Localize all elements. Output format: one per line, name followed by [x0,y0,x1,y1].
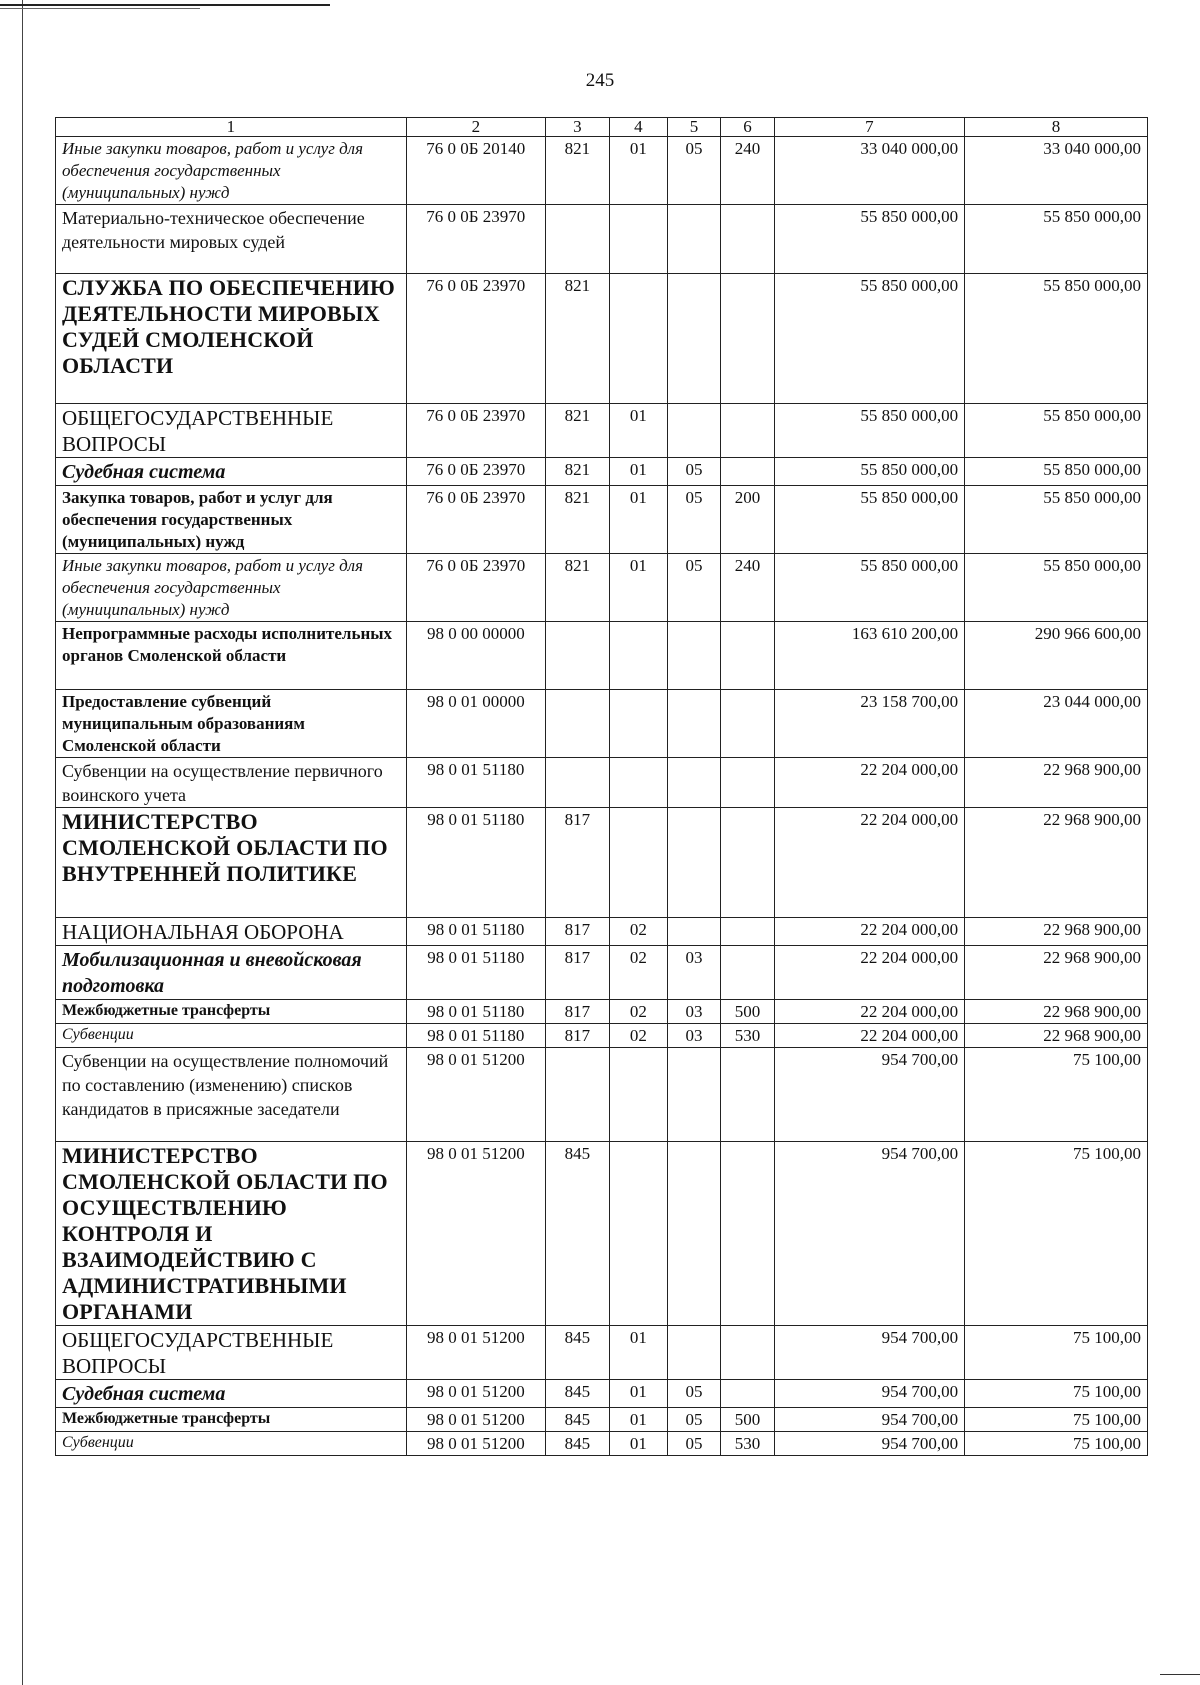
row-sum-year2: 75 100,00 [965,1326,1148,1380]
row-rz [610,205,668,274]
row-sum-year1: 55 850 000,00 [774,486,964,554]
row-sum-year2: 55 850 000,00 [965,554,1148,622]
header-col-1: 1 [56,118,407,137]
row-name: Субвенции на осуществление первичного воинского учета [56,758,407,808]
row-code: 98 0 01 51180 [406,918,545,946]
row-sum-year2: 22 968 900,00 [965,808,1148,918]
row-sum-year2: 23 044 000,00 [965,690,1148,758]
row-rz [610,1048,668,1142]
row-vr [721,808,774,918]
row-code: 98 0 01 51180 [406,1000,545,1024]
row-sum-year2: 55 850 000,00 [965,274,1148,404]
row-sum-year1: 22 204 000,00 [774,1000,964,1024]
row-rz: 02 [610,1024,668,1048]
table-row [56,1000,1148,1024]
row-pr [667,1142,720,1326]
row-code: 76 0 0Б 23970 [406,554,545,622]
row-sum-year1: 55 850 000,00 [774,554,964,622]
row-vr: 500 [721,1408,774,1432]
row-sum-year1: 22 204 000,00 [774,808,964,918]
table-row [56,1048,1148,1142]
row-rz: 01 [610,1432,668,1456]
row-pr [667,205,720,274]
row-rz: 01 [610,554,668,622]
row-pr [667,404,720,458]
row-code: 76 0 0Б 23970 [406,274,545,404]
row-ved: 817 [545,808,609,918]
row-sum-year1: 22 204 000,00 [774,1024,964,1048]
row-ved [545,758,609,808]
row-pr: 05 [667,1408,720,1432]
table-row [56,918,1148,946]
row-sum-year2: 22 968 900,00 [965,918,1148,946]
table-row [56,554,1148,622]
row-rz: 01 [610,137,668,205]
row-vr [721,622,774,690]
row-vr [721,1142,774,1326]
row-vr: 530 [721,1432,774,1456]
row-pr [667,274,720,404]
table-header [56,118,1148,137]
row-ved: 821 [545,486,609,554]
row-sum-year2: 55 850 000,00 [965,404,1148,458]
row-pr: 03 [667,1000,720,1024]
row-sum-year2: 22 968 900,00 [965,946,1148,1000]
row-code: 98 0 00 00000 [406,622,545,690]
row-sum-year2: 55 850 000,00 [965,458,1148,486]
row-rz [610,1142,668,1326]
row-ved [545,1048,609,1142]
row-sum-year1: 954 700,00 [774,1432,964,1456]
row-pr: 05 [667,554,720,622]
row-sum-year2: 290 966 600,00 [965,622,1148,690]
row-vr [721,690,774,758]
row-pr [667,622,720,690]
table-row [56,690,1148,758]
row-code: 98 0 01 51180 [406,1024,545,1048]
row-sum-year2: 22 968 900,00 [965,758,1148,808]
row-vr: 200 [721,486,774,554]
row-sum-year1: 22 204 000,00 [774,918,964,946]
row-ved: 845 [545,1142,609,1326]
row-pr [667,808,720,918]
row-vr: 500 [721,1000,774,1024]
header-col-4: 4 [610,118,668,137]
row-name: Иные закупки товаров, работ и услуг для обеспечения государственных (муниципальных) нужд [56,137,407,205]
row-pr: 03 [667,1024,720,1048]
row-sum-year1: 954 700,00 [774,1326,964,1380]
table-row [56,404,1148,458]
row-ved: 817 [545,1000,609,1024]
row-name: Судебная система [56,458,407,486]
row-vr [721,404,774,458]
row-rz: 01 [610,1408,668,1432]
table-row [56,1142,1148,1326]
row-code: 98 0 01 51200 [406,1142,545,1326]
row-vr [721,758,774,808]
row-name: Субвенции на осуществление полномочий по составлению (изменению) списков кандидатов в присяжные заседатели [56,1048,407,1142]
row-pr [667,1326,720,1380]
row-pr: 05 [667,137,720,205]
table-row [56,137,1148,205]
row-ved: 821 [545,554,609,622]
table-row [56,1024,1148,1048]
row-name: Межбюджетные трансферты [56,1408,407,1432]
row-vr: 240 [721,554,774,622]
table-row [56,274,1148,404]
row-sum-year2: 22 968 900,00 [965,1000,1148,1024]
row-rz: 02 [610,1000,668,1024]
table-row [56,622,1148,690]
row-rz: 01 [610,404,668,458]
table-row [56,758,1148,808]
row-code: 76 0 0Б 23970 [406,205,545,274]
row-sum-year1: 55 850 000,00 [774,404,964,458]
row-ved: 821 [545,458,609,486]
row-sum-year1: 55 850 000,00 [774,274,964,404]
row-name: Судебная система [56,1380,407,1408]
row-pr [667,1048,720,1142]
row-rz: 01 [610,486,668,554]
row-ved: 845 [545,1380,609,1408]
row-sum-year1: 954 700,00 [774,1380,964,1408]
row-pr: 05 [667,1432,720,1456]
row-vr [721,1326,774,1380]
row-name: НАЦИОНАЛЬНАЯ ОБОРОНА [56,918,407,946]
row-vr [721,1380,774,1408]
row-pr [667,758,720,808]
header-col-2: 2 [406,118,545,137]
row-sum-year1: 33 040 000,00 [774,137,964,205]
row-ved [545,622,609,690]
row-pr: 05 [667,486,720,554]
row-sum-year2: 33 040 000,00 [965,137,1148,205]
header-col-8: 8 [965,118,1148,137]
row-code: 98 0 01 51180 [406,808,545,918]
table-row [56,946,1148,1000]
header-col-7: 7 [774,118,964,137]
row-ved: 821 [545,404,609,458]
row-ved [545,205,609,274]
table-row [56,1408,1148,1432]
scan-edge-left [22,0,23,1685]
scan-edge-bottom-right [1160,1674,1200,1675]
row-code: 76 0 0Б 20140 [406,137,545,205]
row-ved [545,690,609,758]
row-pr [667,690,720,758]
header-col-5: 5 [667,118,720,137]
row-name: МИНИСТЕРСТВО СМОЛЕНСКОЙ ОБЛАСТИ ПО ВНУТРЕННЕЙ ПОЛИТИКЕ [56,808,407,918]
row-vr [721,946,774,1000]
scan-edge-top-secondary [0,8,200,9]
row-code: 98 0 01 51200 [406,1408,545,1432]
row-code: 98 0 01 51200 [406,1048,545,1142]
row-sum-year2: 75 100,00 [965,1048,1148,1142]
row-pr: 03 [667,946,720,1000]
table-row [56,458,1148,486]
row-sum-year2: 22 968 900,00 [965,1024,1148,1048]
row-vr [721,918,774,946]
row-sum-year1: 22 204 000,00 [774,758,964,808]
table-row [56,1380,1148,1408]
row-name: Субвенции [56,1432,407,1456]
row-name: Субвенции [56,1024,407,1048]
row-ved: 845 [545,1326,609,1380]
row-code: 98 0 01 51180 [406,758,545,808]
row-sum-year1: 163 610 200,00 [774,622,964,690]
row-ved: 845 [545,1408,609,1432]
row-rz [610,690,668,758]
row-ved: 845 [545,1432,609,1456]
row-rz: 02 [610,918,668,946]
row-name: Иные закупки товаров, работ и услуг для обеспечения государственных (муниципальных) нужд [56,554,407,622]
row-code: 98 0 01 51200 [406,1326,545,1380]
row-code: 76 0 0Б 23970 [406,458,545,486]
row-code: 98 0 01 51180 [406,946,545,1000]
row-pr [667,918,720,946]
row-vr [721,458,774,486]
row-code: 98 0 01 00000 [406,690,545,758]
row-code: 98 0 01 51200 [406,1432,545,1456]
row-vr: 530 [721,1024,774,1048]
header-col-6: 6 [721,118,774,137]
row-name: Предоставление субвенций муниципальным образованиям Смоленской области [56,690,407,758]
row-sum-year2: 75 100,00 [965,1408,1148,1432]
scan-edge-top [0,4,330,6]
row-ved: 821 [545,137,609,205]
row-pr: 05 [667,458,720,486]
row-sum-year1: 954 700,00 [774,1048,964,1142]
row-sum-year2: 55 850 000,00 [965,486,1148,554]
header-col-3: 3 [545,118,609,137]
row-sum-year2: 75 100,00 [965,1380,1148,1408]
row-name: ОБЩЕГОСУДАРСТВЕННЫЕ ВОПРОСЫ [56,1326,407,1380]
row-code: 76 0 0Б 23970 [406,486,545,554]
row-ved: 817 [545,918,609,946]
row-name: СЛУЖБА ПО ОБЕСПЕЧЕНИЮ ДЕЯТЕЛЬНОСТИ МИРОВЫХ СУДЕЙ СМОЛЕНСКОЙ ОБЛАСТИ [56,274,407,404]
row-name: ОБЩЕГОСУДАРСТВЕННЫЕ ВОПРОСЫ [56,404,407,458]
row-name: МИНИСТЕРСТВО СМОЛЕНСКОЙ ОБЛАСТИ ПО ОСУЩЕСТВЛЕНИЮ КОНТРОЛЯ И ВЗАИМОДЕЙСТВИЮ С АДМИНИСТРАТИВНЫМИ ОРГАНАМИ [56,1142,407,1326]
row-code: 76 0 0Б 23970 [406,404,545,458]
header-row [56,118,1148,137]
row-sum-year2: 75 100,00 [965,1142,1148,1326]
row-code: 98 0 01 51200 [406,1380,545,1408]
row-name: Мобилизационная и вневойсковая подготовка [56,946,407,1000]
row-ved: 817 [545,1024,609,1048]
row-rz [610,274,668,404]
row-sum-year2: 55 850 000,00 [965,205,1148,274]
row-ved: 821 [545,274,609,404]
row-vr: 240 [721,137,774,205]
row-rz: 01 [610,458,668,486]
row-sum-year2: 75 100,00 [965,1432,1148,1456]
row-sum-year1: 954 700,00 [774,1142,964,1326]
row-name: Межбюджетные трансферты [56,1000,407,1024]
row-sum-year1: 55 850 000,00 [774,205,964,274]
row-ved: 817 [545,946,609,1000]
budget-table [55,117,1148,1456]
row-rz: 01 [610,1326,668,1380]
row-sum-year1: 954 700,00 [774,1408,964,1432]
table-body [56,137,1148,1456]
row-name: Закупка товаров, работ и услуг для обеспечения государственных (муниципальных) нужд [56,486,407,554]
table-row [56,205,1148,274]
row-name: Материально-техническое обеспечение деятельности мировых судей [56,205,407,274]
row-vr [721,1048,774,1142]
row-rz [610,622,668,690]
row-rz: 01 [610,1380,668,1408]
row-rz [610,758,668,808]
page-number: 245 [585,70,615,91]
row-sum-year1: 22 204 000,00 [774,946,964,1000]
row-rz: 02 [610,946,668,1000]
table-row [56,1326,1148,1380]
row-vr [721,205,774,274]
row-pr: 05 [667,1380,720,1408]
table-row [56,808,1148,918]
table-row [56,1432,1148,1456]
row-name: Непрограммные расходы исполнительных органов Смоленской области [56,622,407,690]
row-vr [721,274,774,404]
row-sum-year1: 23 158 700,00 [774,690,964,758]
row-rz [610,808,668,918]
row-sum-year1: 55 850 000,00 [774,458,964,486]
table-row [56,486,1148,554]
